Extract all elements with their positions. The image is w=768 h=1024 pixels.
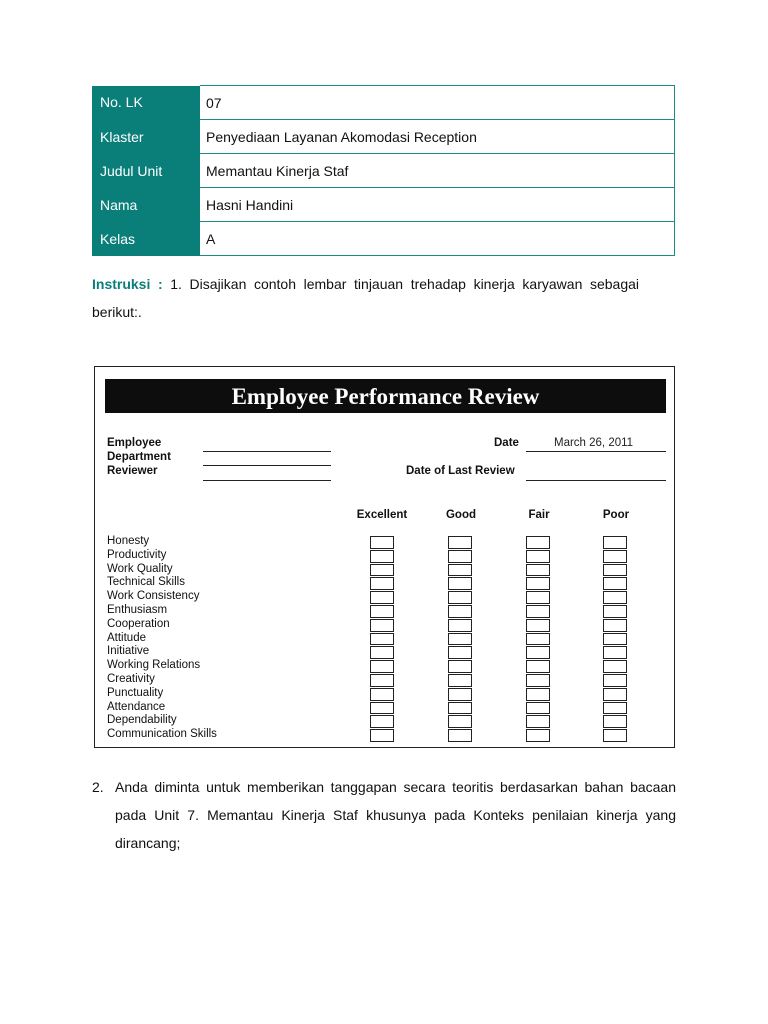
department-line[interactable] [203,465,331,466]
rating-checkbox-fair[interactable] [526,550,550,563]
rating-checkbox-fair[interactable] [526,646,550,659]
rating-checkbox-poor[interactable] [603,619,627,632]
criterion-label: Productivity [107,548,167,561]
rating-checkbox-fair[interactable] [526,674,550,687]
rating-checkbox-good[interactable] [448,550,472,563]
form-title: Employee Performance Review [105,379,666,413]
rating-checkbox-excellent[interactable] [370,536,394,549]
reviewer-label: Reviewer [107,465,158,477]
rating-checkbox-excellent[interactable] [370,702,394,715]
rating-checkbox-poor[interactable] [603,633,627,646]
rating-checkbox-good[interactable] [448,688,472,701]
employee-line[interactable] [203,451,331,452]
rating-checkbox-excellent[interactable] [370,619,394,632]
rating-checkbox-good[interactable] [448,715,472,728]
rating-checkbox-fair[interactable] [526,702,550,715]
rating-checkbox-poor[interactable] [603,702,627,715]
rating-checkbox-good[interactable] [448,577,472,590]
date-line[interactable] [526,451,666,452]
rating-checkbox-good[interactable] [448,646,472,659]
reviewer-line[interactable] [203,480,331,481]
rating-checkbox-poor[interactable] [603,536,627,549]
rating-checkbox-fair[interactable] [526,591,550,604]
rating-checkbox-good[interactable] [448,619,472,632]
rating-checkbox-fair[interactable] [526,715,550,728]
rating-checkbox-good[interactable] [448,591,472,604]
criterion-label: Creativity [107,673,155,685]
criterion-label: Work Quality [107,562,173,575]
row-label: Kelas [92,222,200,256]
rating-checkbox-poor[interactable] [603,688,627,701]
rating-checkbox-good[interactable] [448,633,472,646]
date-label: Date [494,437,519,449]
row-label: Judul Unit [92,154,200,188]
rating-header-fair: Fair [528,509,550,521]
rating-checkbox-poor[interactable] [603,674,627,687]
rating-checkbox-good[interactable] [448,702,472,715]
department-label: Department [107,451,171,463]
rating-checkbox-excellent[interactable] [370,715,394,728]
last-review-line[interactable] [526,480,666,481]
criterion-label: Dependability [107,714,177,727]
rating-checkbox-poor[interactable] [603,646,627,659]
rating-checkbox-excellent[interactable] [370,591,394,604]
criterion-label: Technical Skills [107,576,185,589]
instruction-label: Instruksi : [92,276,163,292]
criterion-label: Initiative [107,645,150,658]
criterion-label: Attendance [107,700,166,713]
row-value: A [200,222,675,256]
criterion-label: Working Relations [107,659,201,672]
rating-checkbox-good[interactable] [448,674,472,687]
rating-checkbox-excellent[interactable] [370,605,394,618]
row-label: Nama [92,188,200,222]
rating-checkbox-excellent[interactable] [370,660,394,673]
rating-checkbox-good[interactable] [448,564,472,577]
row-value: Hasni Handini [200,188,675,222]
rating-checkbox-fair[interactable] [526,605,550,618]
rating-checkbox-good[interactable] [448,536,472,549]
rating-checkbox-excellent[interactable] [370,550,394,563]
row-value: Penyediaan Layanan Akomodasi Reception [200,120,675,154]
criterion-label: Punctuality [107,686,164,699]
rating-checkbox-fair[interactable] [526,688,550,701]
row-value: 07 [200,86,675,120]
last-review-label: Date of Last Review [406,465,515,477]
question-number: 2. [92,779,104,795]
criterion-label: Work Consistency [107,590,200,603]
rating-checkbox-fair[interactable] [526,729,550,742]
rating-checkbox-excellent[interactable] [370,564,394,577]
rating-header-excellent: Excellent [356,509,408,521]
rating-checkbox-excellent[interactable] [370,688,394,701]
rating-checkbox-fair[interactable] [526,633,550,646]
criterion-label: Honesty [107,535,150,547]
table-row [92,188,675,222]
rating-checkbox-excellent[interactable] [370,646,394,659]
identity-table [92,85,675,256]
rating-header-poor: Poor [602,509,630,521]
rating-checkbox-good[interactable] [448,729,472,742]
criterion-label: Attitude [107,631,146,644]
rating-header-good: Good [445,509,477,521]
instruction-paragraph [92,270,639,326]
rating-checkbox-good[interactable] [448,660,472,673]
rating-checkbox-excellent[interactable] [370,633,394,646]
performance-review-form [94,366,675,748]
rating-checkbox-fair[interactable] [526,619,550,632]
criterion-label: Cooperation [107,617,170,630]
table-row [92,86,675,120]
instruction-text: 1. Disajikan contoh lembar tinjauan trehadap kinerja karyawan sebagai berikut:. [92,276,640,320]
rating-checkbox-fair[interactable] [526,577,550,590]
row-label: Klaster [92,120,200,154]
rating-checkbox-poor[interactable] [603,591,627,604]
row-value: Memantau Kinerja Staf [200,154,675,188]
question-2-text: Anda diminta untuk memberikan tanggapan secara teoritis berdasarkan bahan bacaan pada Unit 7. Memantau Kinerja Staf khusunya pada Konteks penilaian kinerja yang dirancang; [115,779,676,851]
rating-checkbox-fair[interactable] [526,536,550,549]
employee-label: Employee [107,437,162,449]
table-row [92,222,675,256]
date-value: March 26, 2011 [554,437,634,449]
row-label: No. LK [92,86,200,120]
table-row [92,120,675,154]
rating-checkbox-poor[interactable] [603,715,627,728]
rating-checkbox-fair[interactable] [526,564,550,577]
rating-checkbox-excellent[interactable] [370,674,394,687]
rating-checkbox-good[interactable] [448,605,472,618]
criterion-label: Communication Skills [107,728,217,741]
rating-checkbox-poor[interactable] [603,550,627,563]
rating-checkbox-poor[interactable] [603,605,627,618]
rating-checkbox-excellent[interactable] [370,729,394,742]
rating-checkbox-poor[interactable] [603,729,627,742]
rating-checkbox-fair[interactable] [526,660,550,673]
criterion-label: Enthusiasm [107,604,168,616]
rating-checkbox-poor[interactable] [603,577,627,590]
rating-checkbox-excellent[interactable] [370,577,394,590]
rating-checkbox-poor[interactable] [603,660,627,673]
rating-checkbox-poor[interactable] [603,564,627,577]
table-row [92,154,675,188]
